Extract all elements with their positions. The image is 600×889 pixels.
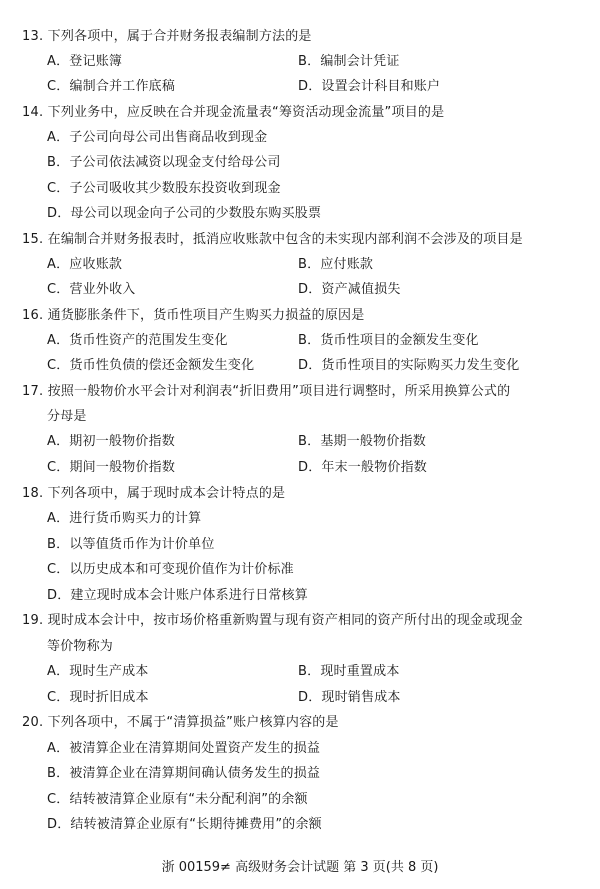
question-16-option-b: B．货币性项目的金额发生变化 <box>298 333 479 348</box>
question-13-option-c: C．编制合并工作底稿 <box>47 79 176 94</box>
question-17-option-d: D．年末一般物价指数 <box>298 460 428 475</box>
question-20-option-a: A．被清算企业在清算期间处置资产发生的损益 <box>47 741 321 756</box>
question-16-option-d: D．货币性项目的实际购买力发生变化 <box>298 358 520 373</box>
question-15-option-c: C．营业外收入 <box>47 282 136 297</box>
question-14-option-b: B．子公司依法减资以现金支付给母公司 <box>47 155 281 170</box>
question-14-option-d: D．母公司以现金向子公司的少数股东购买股票 <box>47 206 322 221</box>
question-15-option-d: D．资产减值损失 <box>298 282 401 297</box>
question-17-option-b: B．基期一般物价指数 <box>298 434 426 449</box>
question-17-stem: 17. 按照一般物价水平会计对利润表“折旧费用”项目进行调整时，所采用换算公式的 <box>22 384 511 399</box>
question-19-option-d: D．现时销售成本 <box>298 690 401 705</box>
question-20-stem: 20. 下列各项中，不属于“清算损益”账户核算内容的是 <box>22 715 339 730</box>
question-17-option-c: C．期间一般物价指数 <box>47 460 176 475</box>
question-19-stem: 19. 现时成本会计中，按市场价格重新购置与现有资产相同的资产所付出的现金或现金 <box>22 613 523 628</box>
question-18-option-d: D．建立现时成本会计账户体系进行日常核算 <box>47 588 309 603</box>
question-20-option-d: D．结转被清算企业原有“长期待摊费用”的余额 <box>47 817 322 832</box>
question-16-stem: 16. 通货膨胀条件下，货币性项目产生购买力损益的原因是 <box>22 308 365 323</box>
question-18-option-c: C．以历史成本和可变现价值作为计价标准 <box>47 562 294 577</box>
question-18-option-b: B．以等值货币作为计价单位 <box>47 537 215 552</box>
question-13-stem: 13. 下列各项中，属于合并财务报表编制方法的是 <box>22 29 312 44</box>
question-13-option-b: B．编制会计凭证 <box>298 54 400 69</box>
question-14-option-a: A．子公司向母公司出售商品收到现金 <box>47 130 268 145</box>
question-17-stem-continued: 分母是 <box>47 409 87 424</box>
question-16-option-a: A．货币性资产的范围发生变化 <box>47 333 228 348</box>
question-19-option-a: A．现时生产成本 <box>47 664 149 679</box>
question-20-option-b: B．被清算企业在清算期间确认债务发生的损益 <box>47 766 321 781</box>
question-14-stem: 14. 下列业务中，应反映在合并现金流量表“筹资活动现金流量”项目的是 <box>22 105 445 120</box>
question-19-option-b: B．现时重置成本 <box>298 664 400 679</box>
page-footer: 浙 00159≠ 高级财务会计试题 第 3 页(共 8 页) <box>161 860 439 875</box>
question-18-option-a: A．进行货币购买力的计算 <box>47 511 202 526</box>
question-15-option-b: B．应付账款 <box>298 257 374 272</box>
question-17-option-a: A．期初一般物价指数 <box>47 434 175 449</box>
question-19-option-c: C．现时折旧成本 <box>47 690 149 705</box>
question-19-stem-continued: 等价物称为 <box>47 639 114 654</box>
question-20-option-c: C．结转被清算企业原有“未分配利润”的余额 <box>47 792 308 807</box>
question-14-option-c: C．子公司吸收其少数股东投资收到现金 <box>47 181 281 196</box>
question-13-option-a: A．登记账簿 <box>47 54 123 69</box>
question-16-option-c: C．货币性负债的偿还金额发生变化 <box>47 358 255 373</box>
question-15-option-a: A．应收账款 <box>47 257 123 272</box>
question-13-option-d: D．设置会计科目和账户 <box>298 79 441 94</box>
question-15-stem: 15. 在编制合并财务报表时，抵消应收账款中包含的未实现内部利润不会涉及的项目是 <box>22 232 523 247</box>
question-18-stem: 18. 下列各项中，属于现时成本会计特点的是 <box>22 486 286 501</box>
